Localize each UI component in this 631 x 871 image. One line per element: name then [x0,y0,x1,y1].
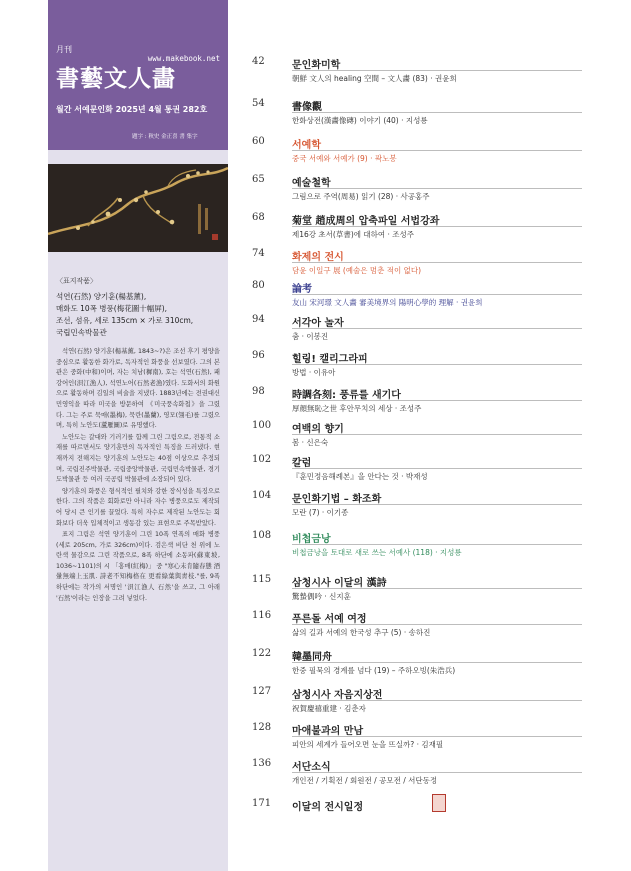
toc-section-title: 菊堂 趙成周의 압축파일 서법강좌 [292,216,440,227]
toc-divider [292,504,582,505]
toc-page-number: 100 [252,420,272,431]
issue-line: 월간 서예문인화 2025년 4월 통권 282호 [56,105,208,114]
toc-article-subtitle: 驚蟄偶吟 · 신지훈 [292,592,351,601]
toc-divider [292,226,582,227]
toc-article-subtitle: 朝鮮 文人의 healing 空間 – 文人畵 (83) · 권윤희 [292,74,457,83]
toc-page-number: 108 [252,530,272,541]
toc-page-number: 171 [252,798,272,809]
toc-section-title: 힐링! 캘리그라피 [292,354,368,365]
toc-divider [292,544,582,545]
toc-section-title: 書像觀 [292,102,322,113]
cover-note-title-line: 국립민속박물관 [56,328,107,337]
toc-page-number: 74 [252,248,265,259]
toc-page-number: 128 [252,722,272,733]
toc-page-number: 42 [252,56,265,67]
toc-article-subtitle: 모란 (7) · 이기종 [292,508,349,517]
toc-article-subtitle: 담윤 이일구 展 (예술은 멈춘 적이 없다) [292,266,422,275]
toc-article-subtitle: 봄 · 신은숙 [292,438,329,447]
toc-section-title: 서각아 놀자 [292,318,344,329]
plum-blossom-painting [48,164,228,252]
toc-article-subtitle: 그림으로 주역(周易) 읽기 (28) · 사공홍주 [292,192,430,201]
toc-page-number: 54 [252,98,265,109]
toc-divider [292,624,582,625]
toc-section-title: 화제의 전시 [292,252,344,263]
toc-divider [292,364,582,365]
toc-article-subtitle: 방법 · 이유아 [292,368,336,377]
cover-note-paragraph: 노안도는 갈대와 기러기를 함께 그린 그림으로, 전통적 소재를 따르면서도 양기훈만의 독자적인 특징을 드러냈다. 현재까지 전해지는 양기훈의 노안도는 40점 이상으로 추정되며, 국립진주박물관, 국립중앙박물관, 국립민속박물관, 경기도박물관 등 여러 국공립 박물관에 소장되어 있다. [56,433,220,484]
toc-page-number: 127 [252,686,272,697]
cover-note-paragraph: 표지 그림은 석연 양기훈이 그린 10폭 연폭의 매화 병풍(세로 205cm, 가로 326cm)이다. 검은색 비단 천 위에 노란색 물감으로 그린 작품으로, 8폭 하단에 소동파(蘇東坡, 1036~1101)의 시 「홍매(紅梅)」 중 "寒心未肯隨春態 酒暈無端上玉肌. 詩老不知梅格在 更看綠葉與靑枝."를, 9폭 하단에는 작가의 서명인 '浿江漁人 石然'을 쓰고, 그 아래 '石然'이라는 인장을 그려 넣었다. [56,531,220,602]
cover-painting-image [48,164,228,252]
toc-article-subtitle: 삶의 길과 서예의 한국성 추구 (5) · 송하진 [292,628,431,637]
toc-divider [292,400,582,401]
toc-divider [292,188,582,189]
toc-section-title: 마애불과의 만남 [292,726,364,737]
masthead [48,0,228,150]
cover-note-title-line: 조선, 섬유, 세로 135cm × 가로 310cm, [56,316,194,325]
toc-page-number: 102 [252,454,272,465]
toc-article-subtitle: 한중 필묵의 경계를 넘다 (19) – 주하오빙(朱浩兵) [292,666,456,675]
toc-divider [292,70,582,71]
magazine-title: 書藝文人畵 [56,65,176,92]
toc-section-title: 時調各刻: 풍류를 새기다 [292,390,401,401]
toc-divider [292,294,582,295]
toc-page-number: 60 [252,136,265,147]
toc-divider [292,150,582,151]
toc-section-title: 여백의 향기 [292,424,344,435]
toc-article-subtitle: 『훈민정음해례본』을 안다는 것 · 박재성 [292,472,428,481]
toc-article-subtitle: 友山 宋河璟 文人畵 審美境界의 陽明心學的 理解 · 권윤희 [292,298,483,307]
toc-page-number: 68 [252,212,265,223]
cover-note-paragraph: 양기훈의 화풍은 형식적인 필치와 강한 장식성을 특징으로 한다. 그의 작품은 회화로만 아니라 자수 병풍으로도 제작되어 당시 큰 인기를 끌었다. 특히 자수로 제작된 노안도는 회화보다 더욱 입체적이고 생동감 있는 표현으로 주목받았다. [56,487,220,527]
toc-article-subtitle: 개인전 / 기획전 / 회원전 / 공모전 / 서단동정 [292,776,438,785]
toc-page-number: 104 [252,490,272,501]
toc-article-subtitle: 춤 · 이봉진 [292,332,329,341]
toc-article-subtitle: 피안의 세계가 들어오면 눈을 뜨실까? · 김재필 [292,740,444,749]
cover-note-body [56,347,220,604]
cover-note-tag: 〈표지작품〉 [56,277,98,285]
cover-note-title-line: 매화도 10폭 병풍(梅花圖十幅屛), [56,304,168,313]
toc-page-number: 65 [252,174,265,185]
toc-section-title: 서단소식 [292,762,331,773]
toc-section-title: 예술철학 [292,178,331,189]
toc-page-number: 96 [252,350,265,361]
toc-page-number: 116 [252,610,272,621]
red-seal-icon [432,794,446,812]
toc-divider [292,700,582,701]
toc-article-subtitle: 祝賀慶禧重建 · 김춘자 [292,704,366,713]
masthead-monthly: 月刊 [56,45,72,54]
toc-page-number: 80 [252,280,265,291]
masthead-url[interactable]: www.makebook.net [147,54,220,63]
title-calligrapher-credit: 題字 : 秋史 金正喜 書 集字 [132,134,198,140]
toc-section-title: 비첩금낭 [292,534,331,545]
toc-article-subtitle: 비첩금낭을 토대로 새로 쓰는 서예사 (118) · 지성룡 [292,548,462,557]
cover-note [56,276,220,605]
toc-divider [292,662,582,663]
cover-note-title-line: 석연(石然) 양기훈(楊基薰), [56,292,147,301]
toc-page-number: 98 [252,386,265,397]
toc-article-subtitle: 제16강 초서(草書)에 대하여 · 조성주 [292,230,415,239]
toc-page-number: 122 [252,648,272,659]
toc-article-subtitle: 한화상전(漢畵像磚) 이야기 (40) · 지성룡 [292,116,428,125]
toc-divider [292,112,582,113]
toc-section-title: 삼청시사 자음지상전 [292,690,383,701]
toc-article-subtitle: 중국 서예와 서예가 (9) · 곽노봉 [292,154,397,163]
toc-divider [292,468,582,469]
toc-section-title: 푸른돌 서예 여정 [292,614,367,625]
toc-article-subtitle: 厚顔無恥之世 후안무치의 세상 · 조성주 [292,404,422,413]
cover-note-paragraph: 석연(石然) 양기훈(楊基薰, 1843~?)은 조선 후기 평양을 중심으로 활동한 화가로, 독자적인 화풍을 선보였다. 그의 본관은 중화(中和)이며, 자는 치남(穉南), 호는 석연(石然), 패강어인(浿江漁人), 석연노어(石然老漁)였다. 도화서의 화원으로 활동하며 김일의 비술을 지냈다. 1883년에는 전권대신 민영익을 따라 미국을 방문하여 《미국풍속화첩》을 그렸다. 그는 주로 묵매(墨梅), 묵란(墨蘭), 영모(翎毛)를 그렸으며, 특히 노안도(蘆雁圖)로 유명했다. [56,348,221,430]
cover-note-title [56,291,220,339]
toc-section-title: 서예학 [292,140,321,151]
toc-page-number: 94 [252,314,265,325]
toc-section-title: 칼럼 [292,458,312,469]
toc-divider [292,328,582,329]
toc-divider [292,588,582,589]
toc-section-title: 문인화미학 [292,60,341,71]
toc-section-title: 論考 [292,284,312,295]
toc-page-number: 136 [252,758,272,769]
toc-divider [292,736,582,737]
toc-section-title: 문인화기법 – 화조화 [292,494,382,505]
toc-section-title: 韓墨同舟 [292,652,332,663]
toc-section-title: 삼청시사 이달의 漢詩 [292,578,387,589]
toc-divider [292,262,582,263]
toc-page-number: 115 [252,574,272,585]
toc-section-title: 이달의 전시일정 [292,802,364,813]
toc-divider [292,434,582,435]
toc-divider [292,772,582,773]
